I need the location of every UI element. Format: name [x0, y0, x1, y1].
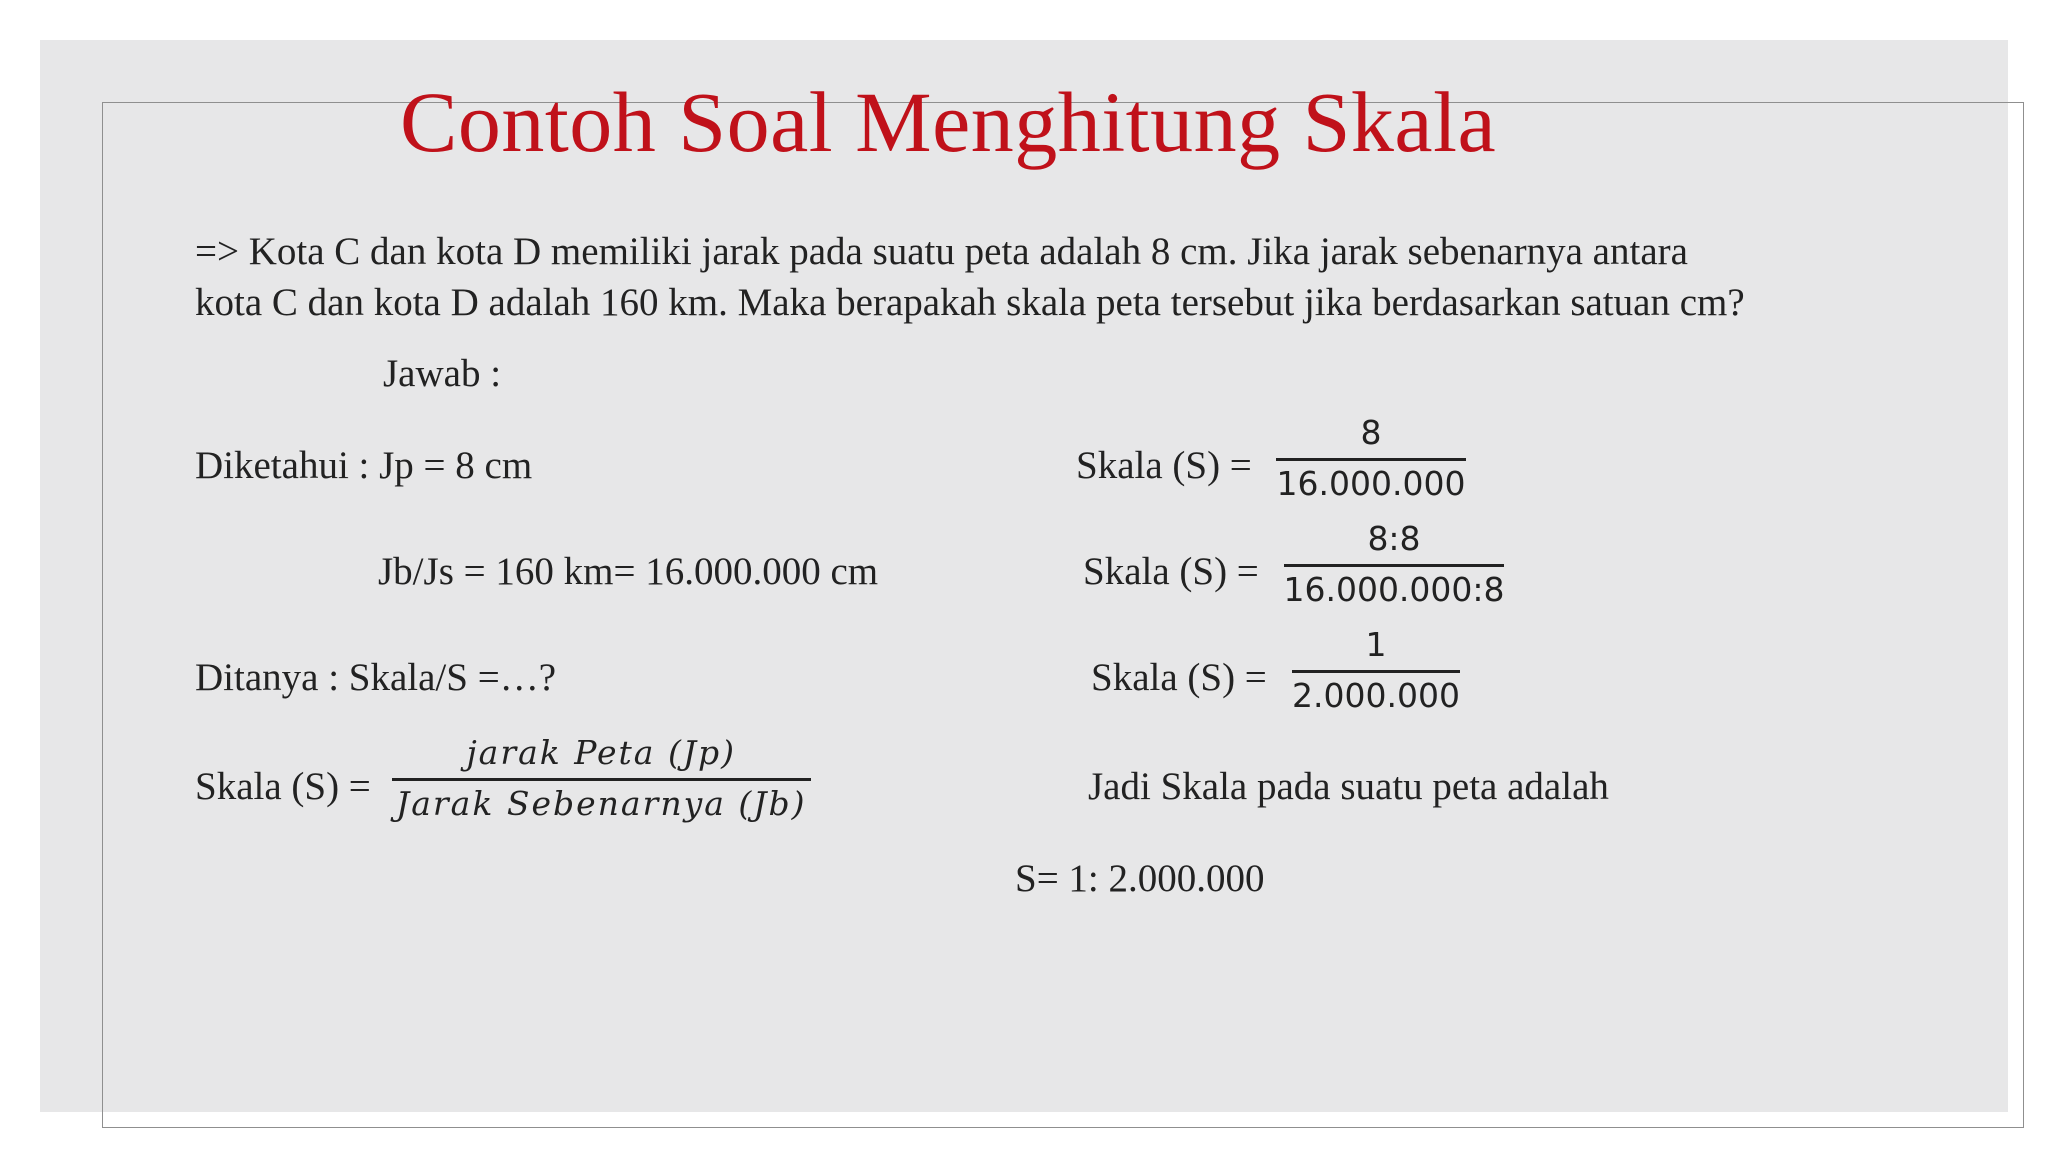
step-2-numerator: 8:8	[1367, 519, 1421, 558]
step-3-denominator: 2.000.000	[1292, 675, 1460, 715]
question-line-1: => Kota C dan kota D memiliki jarak pada suatu peta adalah 8 cm. Jika jarak sebenarnya antara	[195, 230, 1688, 273]
step-1-numerator: 8	[1360, 413, 1382, 452]
formula-fraction	[392, 734, 811, 823]
final-result: S= 1: 2.000.000	[1015, 857, 1265, 900]
fraction-bar	[1292, 670, 1460, 673]
step-2-fraction	[1284, 520, 1504, 609]
question-asked: Ditanya : Skala/S =…?	[195, 656, 557, 699]
fraction-bar	[1284, 564, 1504, 567]
step-3-fraction	[1292, 626, 1460, 715]
answer-label: Jawab :	[383, 352, 502, 395]
slide	[40, 40, 2008, 1112]
formula-label: Skala (S) =	[195, 765, 371, 808]
fraction-bar	[1276, 458, 1466, 461]
formula-denominator: Jarak Sebenarnya (Jb)	[396, 783, 807, 823]
known-values: Diketahui : Jp = 8 cm	[195, 444, 533, 487]
step-3-label: Skala (S) =	[1091, 656, 1267, 699]
step-1-fraction	[1276, 414, 1466, 503]
question-line-2: kota C dan kota D adalah 160 km. Maka berapakah skala peta tersebut jika berdasarkan satuan cm?	[195, 281, 1745, 324]
formula-numerator: jarak Peta (Jp)	[466, 733, 737, 772]
slide-title: Contoh Soal Menghitung Skala	[400, 74, 1497, 170]
step-1-label: Skala (S) =	[1076, 444, 1252, 487]
step-1-denominator: 16.000.000	[1276, 463, 1466, 503]
fraction-bar	[392, 778, 811, 781]
step-2-denominator: 16.000.000:8	[1283, 569, 1505, 609]
step-3-numerator: 1	[1365, 625, 1387, 664]
step-2-label: Skala (S) =	[1083, 550, 1259, 593]
conclusion-text: Jadi Skala pada suatu peta adalah	[1088, 765, 1609, 808]
known-distance: Jb/Js = 160 km= 16.000.000 cm	[378, 550, 879, 593]
